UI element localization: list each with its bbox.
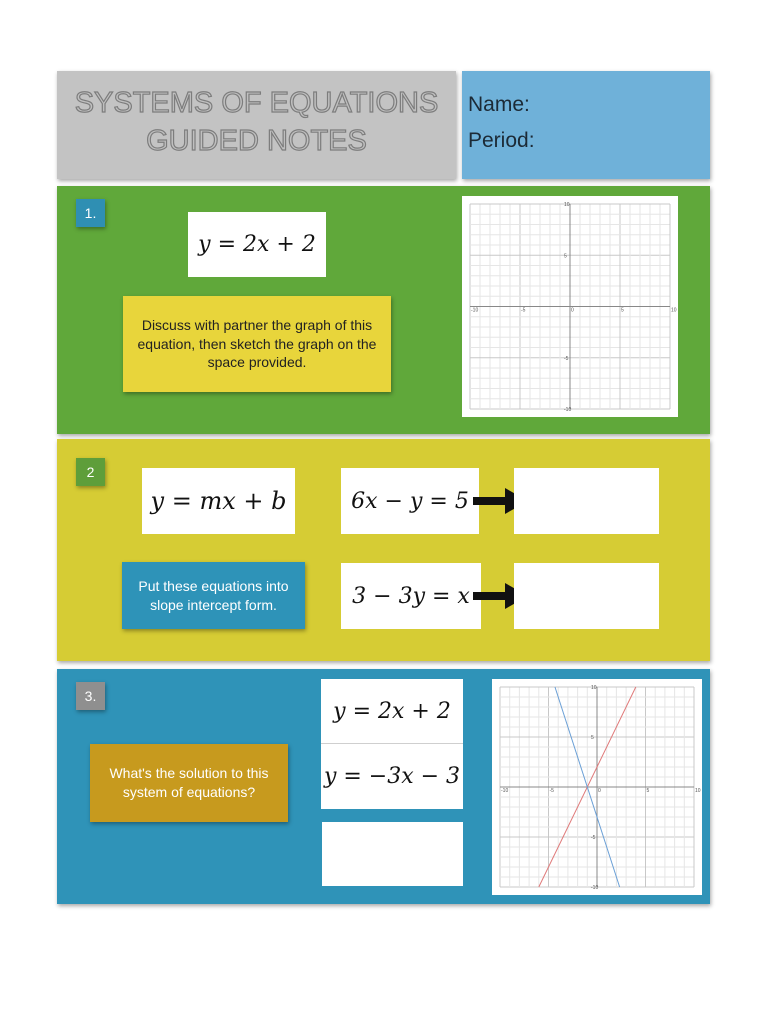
x-tick-label: 0 (598, 788, 601, 794)
answer-box-b[interactable] (514, 563, 659, 629)
x-tick-label: -5 (521, 307, 526, 314)
y-tick-label: -10 (591, 885, 599, 891)
section-1-graph (462, 196, 678, 417)
y-tick-label: 10 (564, 202, 570, 208)
section-2-number: 2 (76, 458, 105, 486)
period-label: Period: (468, 129, 535, 152)
y-tick-label: 5 (591, 735, 594, 741)
system-graph (492, 679, 702, 895)
x-tick-label: -10 (471, 307, 479, 314)
section-3-question: What's the solution to this system of equations? (90, 744, 288, 822)
x-tick-label: -5 (549, 788, 554, 794)
y-tick-label: -5 (591, 835, 596, 841)
x-tick-label: 5 (621, 307, 624, 314)
x-tick-label: 10 (695, 788, 701, 794)
answer-box-a[interactable] (514, 468, 659, 534)
section-3-panel (57, 669, 710, 904)
section-3-equation-a: y = 2x + 2 (321, 679, 463, 743)
slope-intercept-form: y = mx + b (142, 468, 295, 534)
section-1-instruction: Discuss with partner the graph of this equation, then sketch the graph on the space provided. (123, 296, 391, 392)
section-1-panel (57, 186, 710, 434)
section-2-instruction: Put these equations into slope intercept form. (122, 562, 305, 629)
title-line-2: GUIDED NOTES (146, 125, 367, 157)
y-tick-label: -5 (564, 355, 569, 362)
section-1-equation: y = 2x + 2 (188, 212, 326, 277)
section-2-equation-b: 3 − 3y = x (341, 563, 481, 629)
section-3-number: 3. (76, 682, 105, 710)
x-tick-label: 0 (571, 307, 574, 314)
name-label: Name: (468, 93, 530, 116)
solution-answer-box[interactable] (322, 822, 463, 886)
x-tick-label: -10 (501, 788, 509, 794)
section-3-graph (492, 679, 702, 895)
x-tick-label: 10 (671, 307, 677, 314)
student-info-box (462, 71, 710, 179)
section-2-panel (57, 439, 710, 661)
y-tick-label: 5 (564, 253, 567, 260)
section-1-number: 1. (76, 199, 105, 227)
section-3-equation-b: y = −3x − 3 (321, 744, 463, 809)
y-tick-label: 10 (591, 685, 597, 691)
title-box (57, 71, 456, 179)
section-2-equation-a: 6x − y = 5 (341, 468, 479, 534)
x-tick-label: 5 (646, 788, 650, 794)
y-tick-label: -10 (564, 407, 572, 413)
title-line-1: SYSTEMS OF EQUATIONS (74, 87, 439, 119)
blank-coordinate-grid (462, 196, 678, 417)
